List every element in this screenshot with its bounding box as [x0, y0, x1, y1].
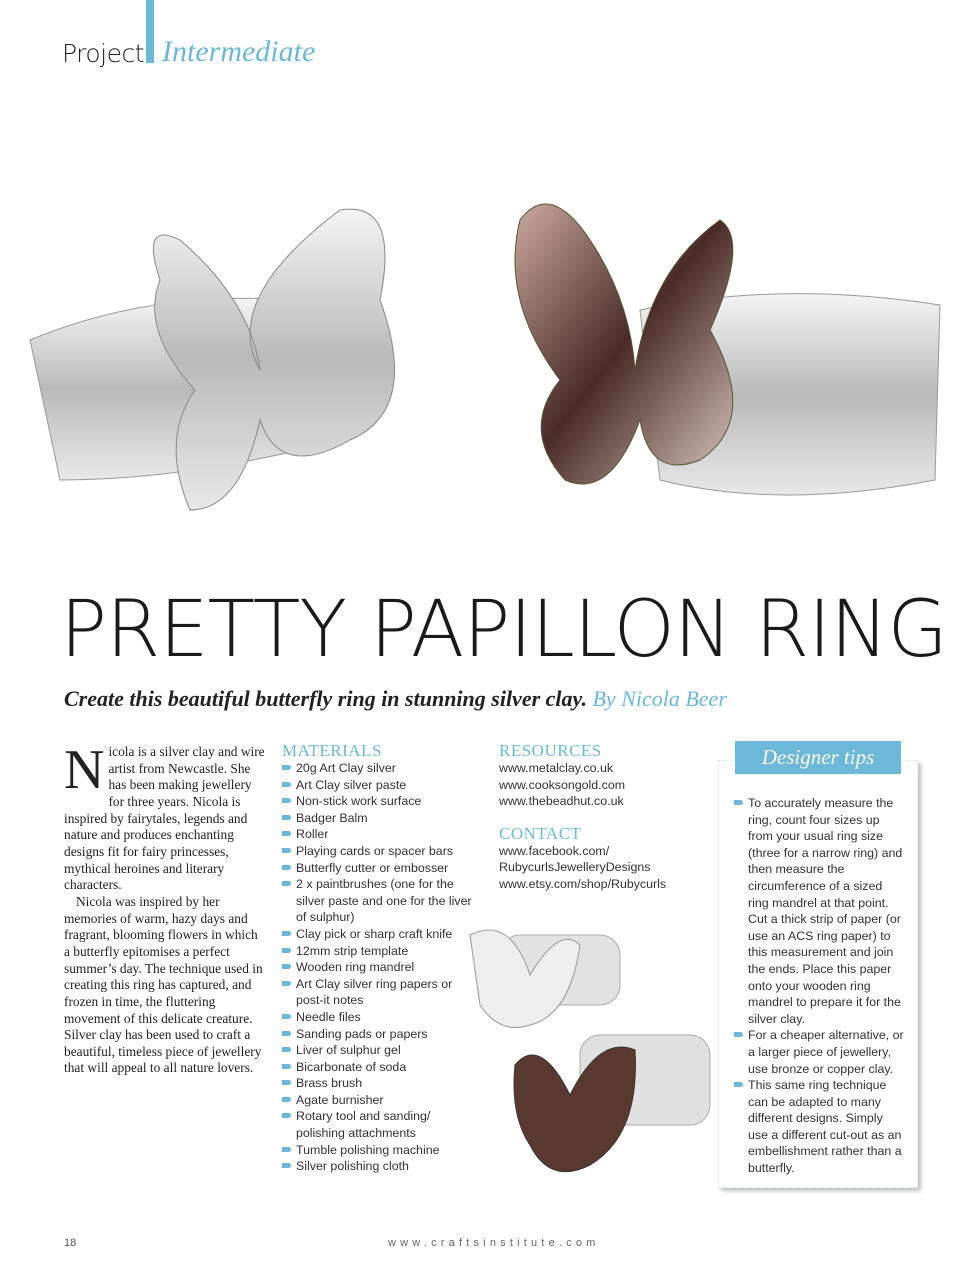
article-subtitle — [64, 686, 727, 712]
material-item: Wooden ring mandrel — [282, 959, 477, 976]
tips-list — [734, 795, 906, 1177]
contact-link[interactable]: www.etsy.com/shop/Rubycurls — [499, 876, 667, 891]
silver-ring-left — [30, 209, 395, 510]
photo-two-rings — [460, 915, 720, 1195]
resources-heading: RESOURCES — [499, 741, 602, 760]
designer-tips-content — [734, 795, 906, 1177]
section-header — [62, 35, 316, 68]
materials-heading: MATERIALS — [282, 741, 382, 760]
contact-link[interactable]: RubycurlsJewelleryDesigns — [499, 860, 651, 875]
intro-column — [64, 739, 266, 1077]
standfirst: Create this beautiful butterfly ring in stunning silver clay. — [64, 686, 587, 711]
material-item: Liver of sulphur gel — [282, 1042, 477, 1059]
tip-item: For a cheaper alternative, or a larger piece of jewellery, use bronze or copper clay. — [734, 1027, 906, 1077]
material-item: 2 x paintbrushes (one for the silver paste and one for the liver of sulphur) — [282, 876, 477, 926]
material-item: Art Clay silver ring papers or post-it notes — [282, 976, 477, 1009]
tip-item: This same ring technique can be adapted to many different designs. Simply use a different cut-out as an embellishment rather than a butterfly. — [734, 1077, 906, 1177]
material-item: Brass brush — [282, 1075, 477, 1092]
material-item: Clay pick or sharp craft knife — [282, 926, 477, 943]
resource-link[interactable]: www.metalclay.co.uk — [499, 761, 614, 775]
material-item: Bicarbonate of soda — [282, 1059, 477, 1076]
material-item: Agate burnisher — [282, 1092, 477, 1109]
section-label: Project — [62, 39, 145, 68]
level-label: Intermediate — [162, 35, 316, 68]
resources-column — [499, 742, 699, 893]
drop-cap: N — [64, 739, 105, 801]
material-item: Tumble polishing machine — [282, 1142, 477, 1159]
material-item: Sanding pads or papers — [282, 1026, 477, 1043]
intro-paragraph-2: Nicola was inspired by her memories of warm, hazy days and fragrant, blooming flowers in which a butterfly epitomises a perfect summer’s day. The technique used in creating this ring has captured, and frozen in time, the fluttering movement of this delicate creature. Silver clay has been used to craft a beautiful, timeless piece of jewellery that will appeal to all nature lovers. — [64, 893, 263, 1076]
article-title: PRETTY PAPILLON RING — [60, 585, 947, 675]
contact-heading: CONTACT — [499, 823, 582, 843]
page-number: 18 — [64, 1237, 77, 1249]
hero-photo-butterfly-rings — [20, 180, 960, 540]
materials-list — [282, 760, 477, 1175]
byline: By Nicola Beer — [592, 686, 727, 711]
resource-link[interactable]: www.thebeadhut.co.uk — [499, 794, 624, 809]
contact-link[interactable]: www.facebook.com/ — [499, 843, 610, 858]
material-item: Roller — [282, 826, 477, 843]
material-item: Art Clay silver paste — [282, 777, 477, 794]
material-item: Rotary tool and sanding/ polishing attachments — [282, 1108, 477, 1141]
designer-tips-heading: Designer tips — [735, 741, 901, 774]
material-item: Silver polishing cloth — [282, 1158, 477, 1175]
material-item: Butterfly cutter or embosser — [282, 860, 477, 877]
resource-link[interactable]: www.cooksongold.com — [499, 777, 626, 792]
footer-url[interactable]: www.craftsinstitute.com — [388, 1237, 600, 1249]
material-item: Badger Balm — [282, 810, 477, 827]
material-item: 20g Art Clay silver — [282, 760, 477, 777]
material-item: Non-stick work surface — [282, 793, 477, 810]
material-item: Playing cards or spacer bars — [282, 843, 477, 860]
material-item: 12mm strip template — [282, 943, 477, 960]
accent-bar — [146, 0, 154, 63]
tip-item: To accurately measure the ring, count four sizes up from your usual ring size (three for a narrow ring) and then measure the circumference of a sized ring mandrel at that point. Cut a thick strip of paper (or use an ACS ring paper) to this measurement and join the ends. Place this paper onto your wooden ring mandrel to prepare it for the silver clay. — [734, 795, 906, 1027]
intro-paragraph-1: icola is a silver clay and wire artist from Newcastle. She has been making jewellery for three years. Nicola is inspired by fairytales, legends and nature and produces enchanting designs fit for fairy princesses, mythical heroines and literary characters. — [64, 744, 265, 893]
oxidised-ring-right — [515, 204, 940, 495]
material-item: Needle files — [282, 1009, 477, 1026]
materials-section — [282, 742, 477, 1175]
